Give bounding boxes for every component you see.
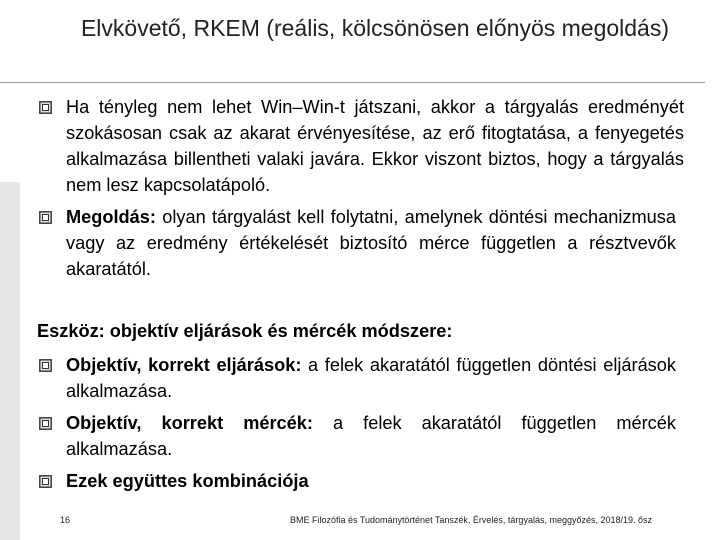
- bullet-text: olyan tárgyalást kell folytatni, amelynek döntési mechanizmusa vagy az eredmény értékelését biztosító mérce független a résztvevők akaratától.: [66, 207, 676, 279]
- checkbox-bullet-icon: [39, 211, 52, 224]
- slide-title: Elvkövető, RKEM (reális, kölcsönösen előnyös megoldás): [80, 15, 670, 41]
- bullet-bold: Objektív, korrekt eljárások:: [66, 355, 302, 375]
- section-heading: Eszköz: objektív eljárások és mércék módszere:: [37, 321, 453, 341]
- bullet-text: a felek akaratától független mércék alkalmazása.: [66, 413, 676, 459]
- bullet-text: a felek akaratától független döntési eljárások alkalmazása.: [66, 355, 676, 401]
- checkbox-bullet-icon: [39, 101, 52, 114]
- bullet-item-3: [66, 352, 676, 404]
- checkbox-bullet-icon: [39, 359, 52, 372]
- bullet-item-1: [66, 94, 684, 198]
- bullet-item-2: [66, 204, 676, 282]
- checkbox-bullet-icon: [39, 475, 52, 488]
- bullet-bold: Objektív, korrekt mércék:: [66, 413, 313, 433]
- page-number: 16: [60, 515, 71, 525]
- bullet-bold: Megoldás:: [66, 207, 156, 227]
- title-divider: [0, 82, 705, 83]
- bullet-text: Ha tényleg nem lehet Win–Win-t játszani, akkor a tárgyalás eredményét szokásosan csak az akarat érvényesítése, az erő fitogtatása, a fenyegetés alkalmazása billentheti valaki javára. Ekkor viszont biztos, hogy a tárgyalás nem lesz kapcsolatápoló.: [66, 97, 684, 195]
- bullet-item-5: [66, 468, 676, 494]
- bullet-bold: Ezek együttes kombinációja: [66, 471, 309, 491]
- footer-text: BME Filozófia és Tudománytörténet Tanszék, Érvelés, tárgyalás, meggyőzés, 2018/19. ősz: [290, 515, 653, 525]
- checkbox-bullet-icon: [39, 417, 52, 430]
- bullet-item-4: [66, 410, 676, 462]
- left-decor-bar: [0, 182, 20, 540]
